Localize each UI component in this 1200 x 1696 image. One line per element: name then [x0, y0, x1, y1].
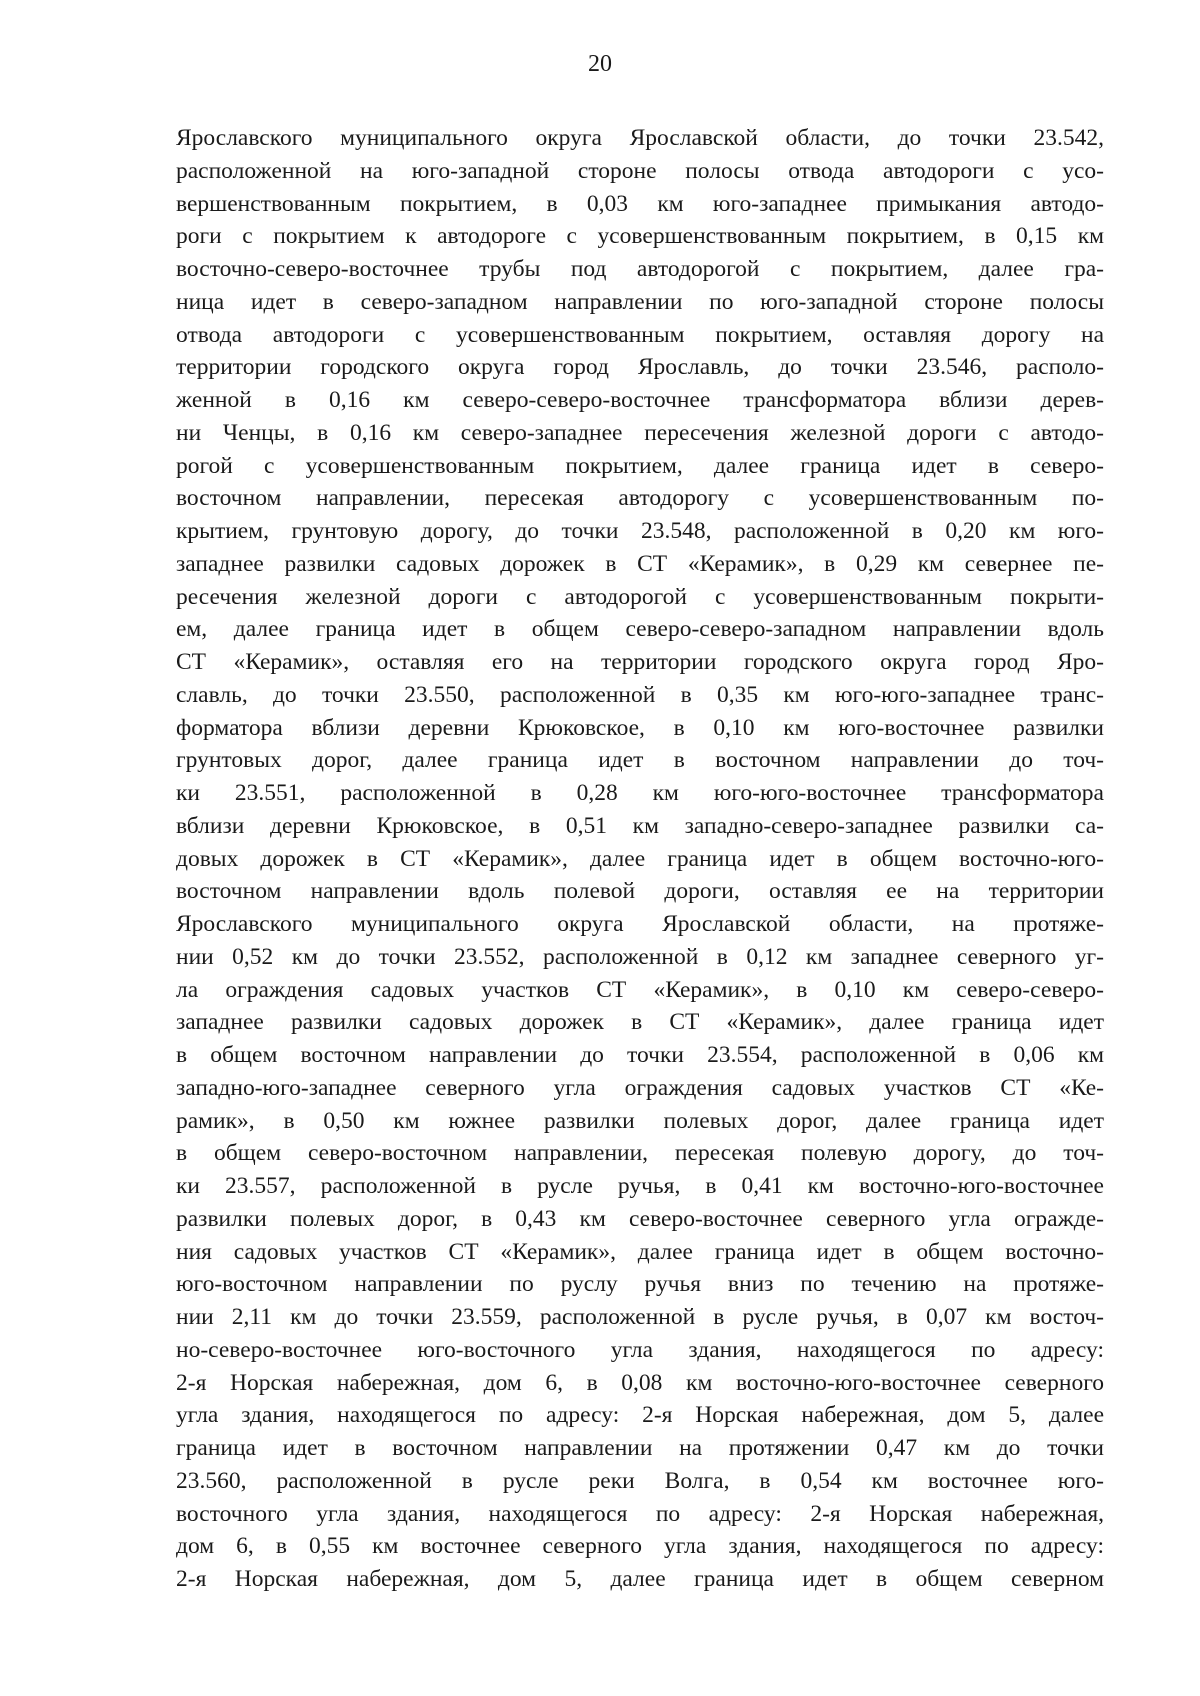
text-line: территории городского округа город Ярославль, до точки 23.546, располо- [176, 354, 1104, 381]
text-line: крытием, грунтовую дорогу, до точки 23.548, расположенной в 0,20 км юго- [176, 518, 1104, 544]
text-line: форматора вблизи деревни Крюковское, в 0,10 км юго-восточнее развилки [176, 714, 1104, 741]
body-paragraph [176, 122, 1104, 1596]
text-line: отвода автодороги с усовершенствованным покрытием, оставляя дорогу на [176, 321, 1104, 348]
text-line: развилки полевых дорог, в 0,43 км северо-восточнее северного угла огражде- [176, 1205, 1104, 1232]
text-line: но-северо-восточнее юго-восточного угла здания, находящегося по адресу: [176, 1336, 1104, 1363]
text-line: ни Ченцы, в 0,16 км северо-западнее пересечения железной дороги с автодо- [176, 419, 1104, 446]
text-line: восточном направлении, пересекая автодорогу с усовершенствованным по- [176, 485, 1104, 512]
text-line: западнее развилки садовых дорожек в СТ «Керамик», далее граница идет [176, 1009, 1104, 1036]
text-line: в общем восточном направлении до точки 23.554, расположенной в 0,06 км [176, 1042, 1104, 1068]
page-number: 20 [588, 51, 612, 77]
text-line: СТ «Керамик», оставляя его на территории городского округа город Яро- [176, 649, 1104, 675]
text-line: вблизи деревни Крюковское, в 0,51 км западно-северо-западнее развилки са- [176, 812, 1104, 839]
text-line: вершенствованным покрытием, в 0,03 км юго-западнее примыкания автодо- [176, 190, 1104, 217]
text-line: угла здания, находящегося по адресу: 2-я Норская набережная, дом 5, далее [176, 1402, 1104, 1429]
text-line: ла ограждения садовых участков СТ «Керамик», в 0,10 км северо-северо- [176, 976, 1104, 1003]
text-line: ки 23.557, расположенной в русле ручья, в 0,41 км восточно-юго-восточнее [176, 1173, 1104, 1199]
text-line: ем, далее граница идет в общем северо-северо-западном направлении вдоль [176, 616, 1104, 643]
text-line: ки 23.551, расположенной в 0,28 км юго-юго-восточнее трансформатора [176, 780, 1104, 806]
text-line: расположенной на юго-западной стороне полосы отвода автодороги с усо- [176, 157, 1104, 184]
text-line: славль, до точки 23.550, расположенной в 0,35 км юго-юго-западнее транс- [176, 681, 1104, 708]
text-line: граница идет в восточном направлении на протяжении 0,47 км до точки [176, 1435, 1104, 1461]
text-line: нии 0,52 км до точки 23.552, расположенной в 0,12 км западнее северного уг- [176, 943, 1104, 970]
text-line: 23.560, расположенной в русле реки Волга, в 0,54 км восточнее юго- [176, 1467, 1104, 1494]
text-line: ния садовых участков СТ «Керамик», далее граница идет в общем восточно- [176, 1238, 1104, 1265]
text-line: в общем северо-восточном направлении, пересекая полевую дорогу, до точ- [176, 1140, 1104, 1167]
text-line: 2-я Норская набережная, дом 6, в 0,08 км восточно-юго-восточнее северного [176, 1369, 1104, 1396]
text-line: Ярославского муниципального округа Ярославской области, до точки 23.542, [176, 125, 1104, 151]
text-line: западнее развилки садовых дорожек в СТ «Керамик», в 0,29 км севернее пе- [176, 550, 1104, 577]
text-line: 2-я Норская набережная, дом 5, далее граница идет в общем северном [176, 1566, 1104, 1592]
text-line: дом 6, в 0,55 км восточнее северного угла здания, находящегося по адресу: [176, 1533, 1104, 1560]
text-line: юго-восточном направлении по руслу ручья вниз по течению на протяже- [176, 1271, 1104, 1298]
text-line: восточном направлении вдоль полевой дороги, оставляя ее на территории [176, 878, 1104, 905]
text-line: довых дорожек в СТ «Керамик», далее граница идет в общем восточно-юго- [176, 845, 1104, 872]
text-line: западно-юго-западнее северного угла ограждения садовых участков СТ «Ке- [176, 1074, 1104, 1101]
text-line: ресечения железной дороги с автодорогой с усовершенствованным покрыти- [176, 583, 1104, 610]
text-line: восточного угла здания, находящегося по адресу: 2-я Норская набережная, [176, 1500, 1104, 1527]
text-line: нии 2,11 км до точки 23.559, расположенной в русле ручья, в 0,07 км восточ- [176, 1304, 1104, 1330]
text-line: ница идет в северо-западном направлении по юго-западной стороне полосы [176, 288, 1104, 315]
text-line: Ярославского муниципального округа Ярославской области, на протяже- [176, 911, 1104, 937]
text-line: роги с покрытием к автодороге с усовершенствованным покрытием, в 0,15 км [176, 223, 1104, 250]
text-line: женной в 0,16 км северо-северо-восточнее трансформатора вблизи дерев- [176, 387, 1104, 413]
text-line: восточно-северо-восточнее трубы под автодорогой с покрытием, далее гра- [176, 256, 1104, 282]
text-line: грунтовых дорог, далее граница идет в восточном направлении до точ- [176, 747, 1104, 774]
text-line: рогой с усовершенствованным покрытием, далее граница идет в северо- [176, 452, 1104, 479]
text-line: рамик», в 0,50 км южнее развилки полевых дорог, далее граница идет [176, 1107, 1104, 1134]
